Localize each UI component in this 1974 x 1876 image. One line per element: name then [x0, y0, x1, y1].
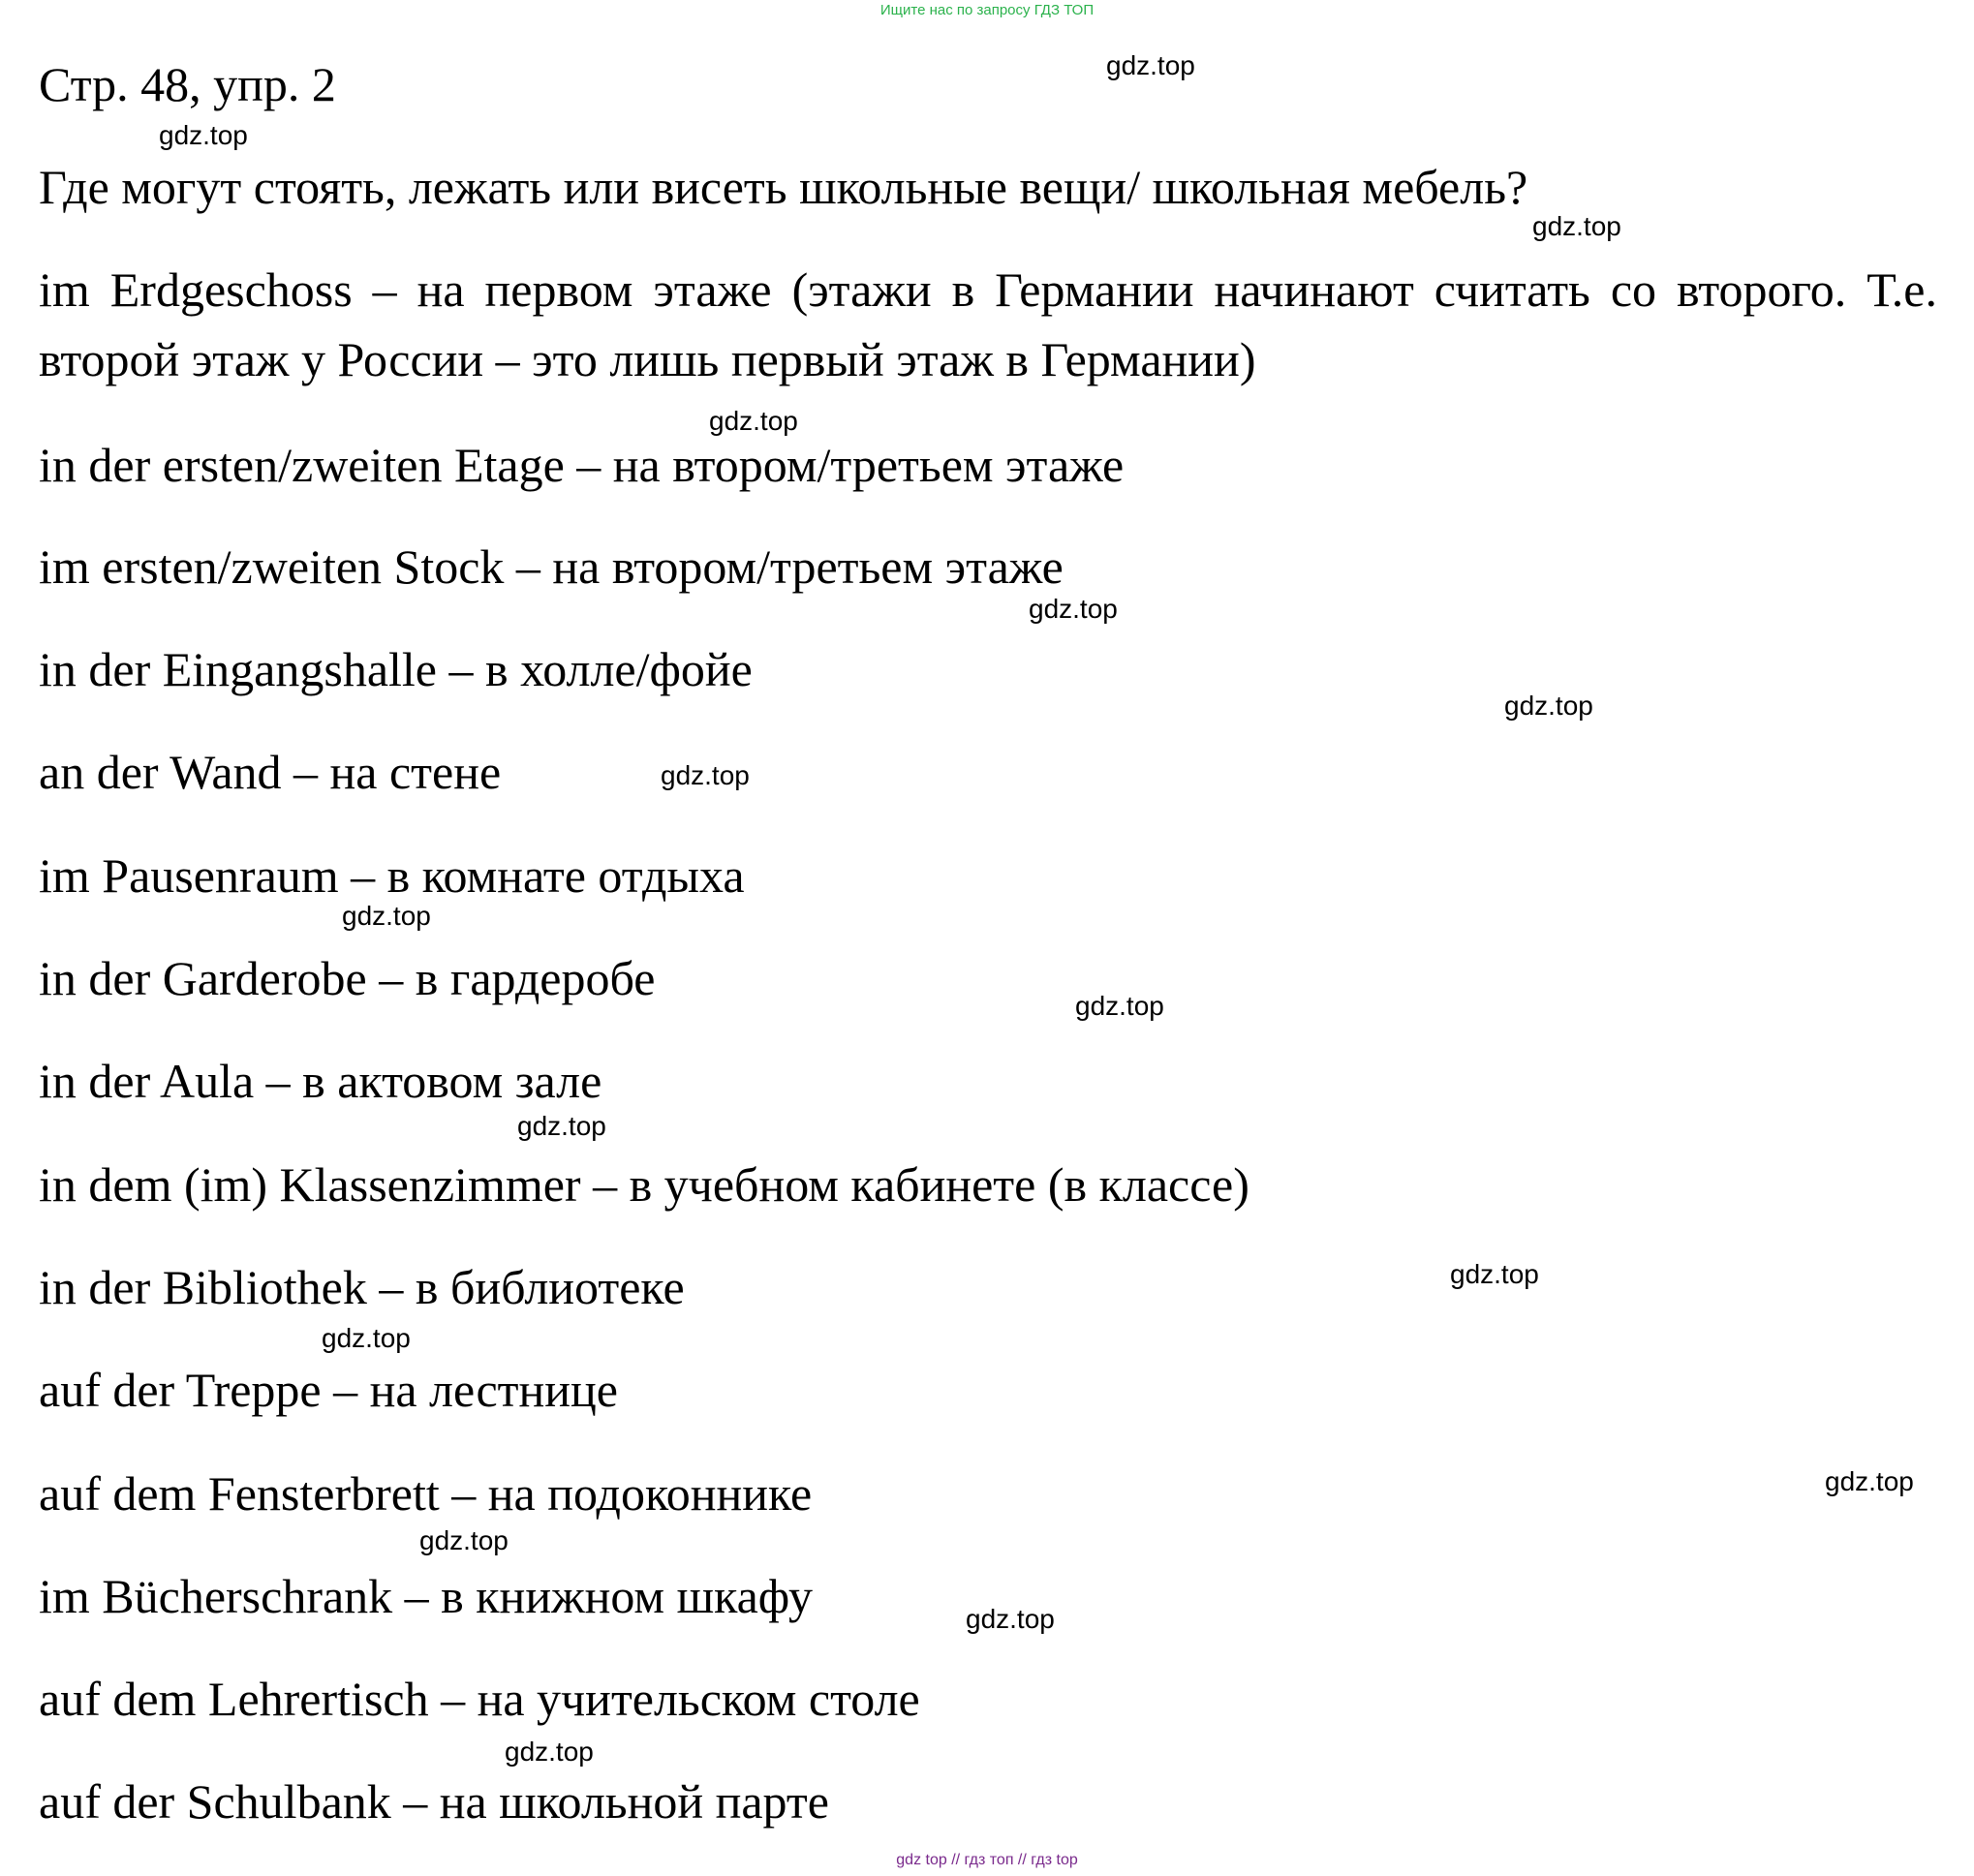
page-title: Стр. 48, упр. 2	[39, 57, 336, 111]
vocab-line: in der Eingangshalle – в холле/фойе	[39, 642, 753, 696]
vocab-line: in der Bibliothek – в библиотеке	[39, 1260, 685, 1314]
watermark: gdz.top	[966, 1604, 1055, 1634]
vocab-line: auf dem Lehrertisch – на учительском столе	[39, 1672, 920, 1726]
watermark: gdz.top	[1075, 991, 1164, 1021]
vocab-line: im Pausenraum – в комнате отдыха	[39, 848, 745, 903]
watermark: gdz.top	[419, 1525, 509, 1555]
vocab-line: im Bücherschrank – в книжном шкафу	[39, 1569, 813, 1623]
watermark: gdz.top	[322, 1323, 411, 1353]
vocab-line: in der Aula – в актовом зале	[39, 1054, 602, 1108]
watermark: gdz.top	[1825, 1466, 1914, 1496]
watermark: gdz.top	[1106, 50, 1195, 80]
watermark: gdz.top	[1029, 594, 1118, 624]
vocab-line: auf der Treppe – на лестнице	[39, 1363, 618, 1417]
question-heading: Где могут стоять, лежать или висеть школьные вещи/ школьная мебель?	[39, 160, 1528, 214]
watermark: gdz.top	[517, 1111, 606, 1141]
vocab-line: in der ersten/zweiten Etage – на втором/третьем этаже	[39, 438, 1125, 492]
vocab-line: in dem (im) Klassenzimmer – в учебном кабинете (в классе)	[39, 1157, 1249, 1212]
vocab-line: auf dem Fensterbrett – на подоконнике	[39, 1466, 813, 1521]
top-banner: Ищите нас по запросу ГДЗ ТОП	[879, 2, 1095, 18]
watermark: gdz.top	[1504, 691, 1593, 721]
watermark: gdz.top	[1532, 211, 1621, 241]
vocab-line: an der Wand – на стене	[39, 745, 502, 799]
vocab-line: im ersten/zweiten Stock – на втором/третьем этаже	[39, 539, 1064, 594]
watermark: gdz.top	[342, 901, 431, 931]
vocab-line: auf der Schulbank – на школьной парте	[39, 1774, 829, 1829]
bottom-banner: gdz top // гдз топ // гдз top	[896, 1852, 1078, 1868]
watermark: gdz.top	[709, 406, 798, 436]
watermark: gdz.top	[159, 120, 248, 150]
watermark: gdz.top	[661, 760, 750, 790]
vocab-line: in der Garderobe – в гардеробе	[39, 951, 656, 1005]
watermark: gdz.top	[1450, 1259, 1539, 1289]
watermark: gdz.top	[505, 1737, 594, 1767]
vocab-line: im Erdgeschoss – на первом этаже (этажи в Германии начинают считать со второго. Т.е. второй этаж у России – это лишь первый этаж в Германии)	[39, 262, 1937, 386]
